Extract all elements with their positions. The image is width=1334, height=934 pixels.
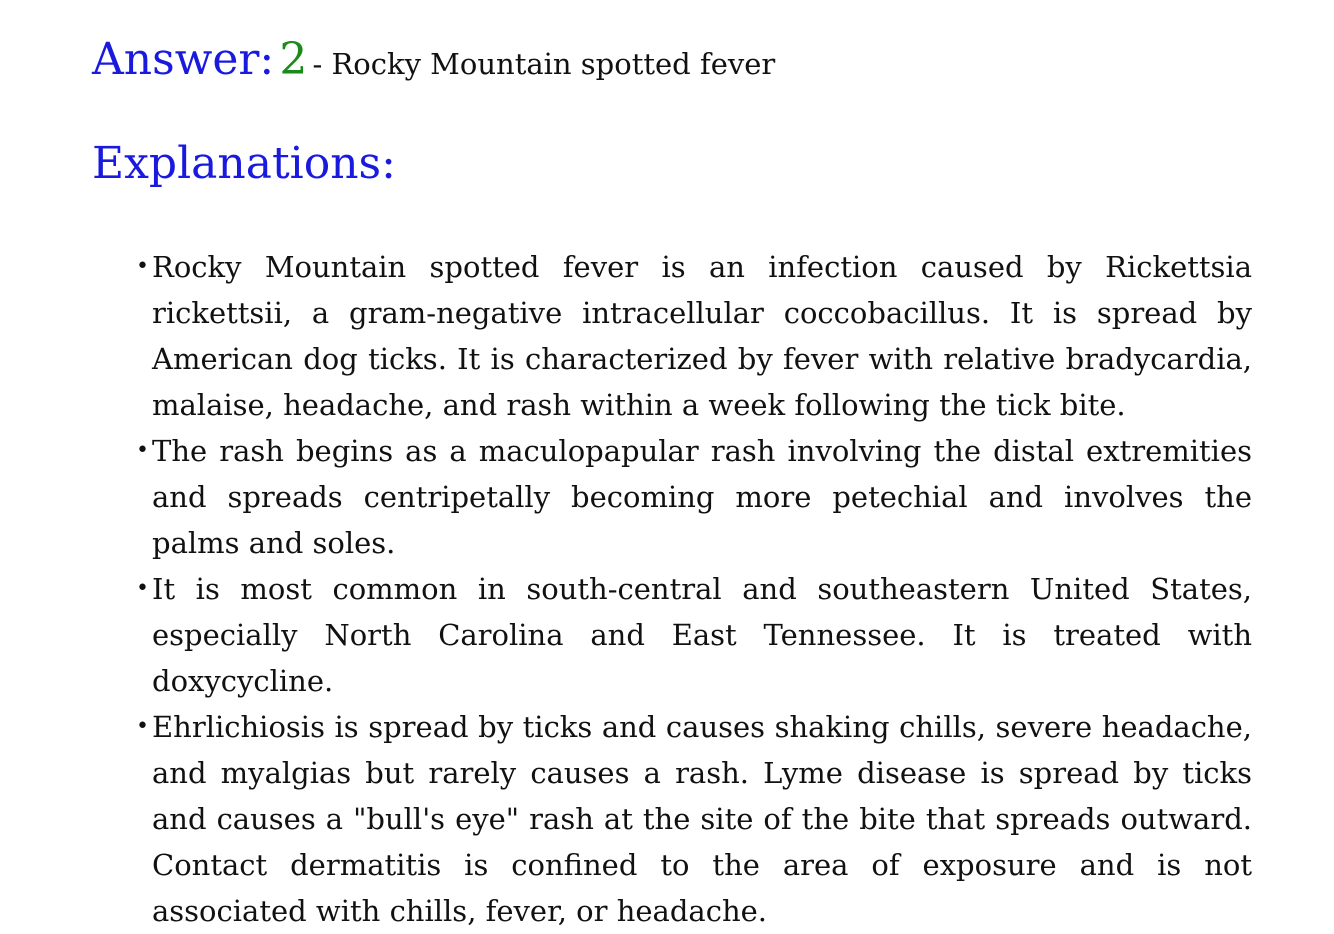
answer-line (92, 34, 776, 85)
explanation-item (136, 428, 1252, 566)
bullet-icon: • (136, 254, 149, 279)
explanation-item (136, 566, 1252, 704)
bullet-icon: • (136, 438, 149, 463)
answer-number: 2 (279, 34, 308, 85)
answer-label: Answer: (92, 34, 275, 85)
bullet-icon: • (136, 576, 149, 601)
answer-text: - Rocky Mountain spotted fever (312, 47, 776, 81)
bullet-icon: • (136, 714, 149, 739)
explanations-heading: Explanations: (92, 138, 396, 189)
explanation-text: Rocky Mountain spotted fever is an infection caused by Rickettsia rickettsii, a gram-negative intracellular coccobacillus. It is spread by American dog ticks. It is characterized by fever with relative bradycardia, malaise, headache, and rash within a week following the tick bite. (152, 250, 1252, 422)
explanation-text: The rash begins as a maculopapular rash involving the distal extremities and spreads centripetally becoming more petechial and involves the palms and soles. (152, 434, 1252, 560)
explanation-list (136, 244, 1252, 934)
explanation-text: It is most common in south-central and southeastern United States, especially North Carolina and East Tennessee. It is treated with doxycycline. (152, 572, 1252, 698)
explanation-item (136, 244, 1252, 428)
explanation-item (136, 704, 1252, 934)
explanation-text: Ehrlichiosis is spread by ticks and causes shaking chills, severe headache, and myalgias but rarely causes a rash. Lyme disease is spread by ticks and causes a "bull's eye" rash at the site of the bite that spreads outward. Contact dermatitis is confined to the area of exposure and is not associated with chills, fever, or headache. (152, 710, 1252, 928)
